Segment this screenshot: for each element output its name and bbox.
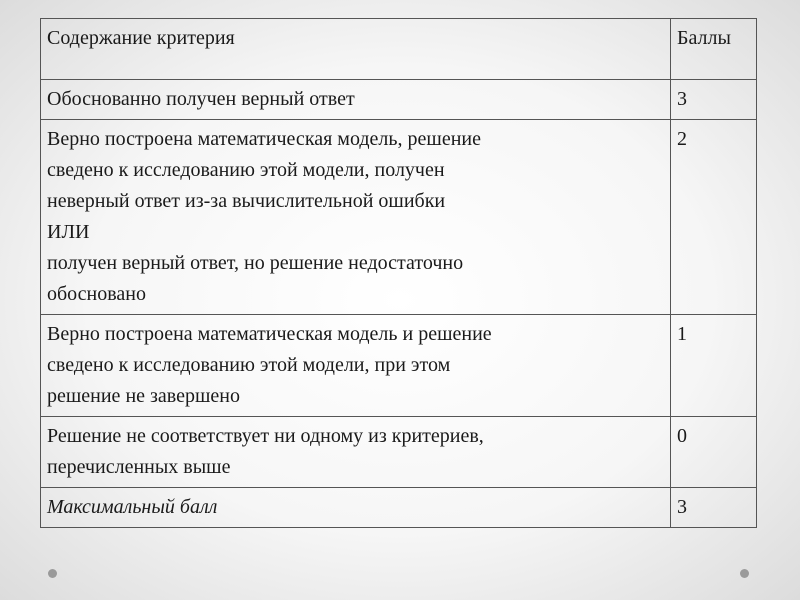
table-row [41, 417, 757, 488]
score-cell: 3 [671, 80, 757, 120]
score-cell: 1 [671, 315, 757, 417]
decorative-dot-right [740, 569, 749, 578]
table-footer-row [41, 488, 757, 528]
criterion-cell: Решение не соответствует ни одному из критериев, перечисленных выше [41, 417, 671, 488]
criterion-cell: Верно построена математическая модель и решение сведено к исследованию этой модели, при этом решение не завершено [41, 315, 671, 417]
decorative-dot-left [48, 569, 57, 578]
max-score-value: 3 [671, 488, 757, 528]
score-cell: 0 [671, 417, 757, 488]
criterion-cell: Обоснованно получен верный ответ [41, 80, 671, 120]
header-criterion: Содержание критерия [41, 19, 671, 80]
table-row [41, 120, 757, 315]
table-row [41, 80, 757, 120]
table-header-row [41, 19, 757, 80]
score-cell: 2 [671, 120, 757, 315]
max-score-label: Максимальный балл [41, 488, 671, 528]
table-row [41, 315, 757, 417]
header-score: Баллы [671, 19, 757, 80]
criterion-cell: Верно построена математическая модель, решение сведено к исследованию этой модели, получен неверный ответ из-за вычислительной ошибки ИЛИ получен верный ответ, но решение недостаточно обосновано [41, 120, 671, 315]
criteria-table [40, 18, 757, 528]
